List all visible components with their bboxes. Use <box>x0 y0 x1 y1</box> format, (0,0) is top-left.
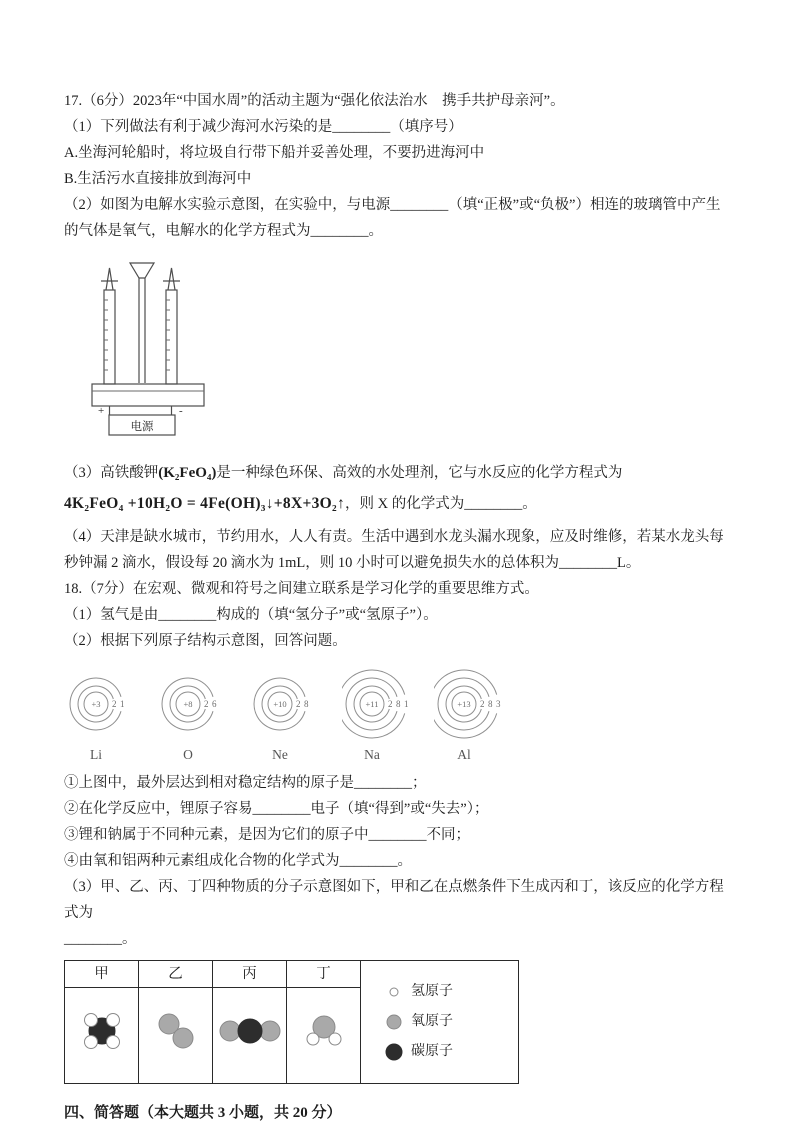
q17-equation: 4K₂FeO₄ +10H₂O = 4Fe(OH)₃↓+8X+3O₂↑ <box>64 495 345 512</box>
q18-part1: （1）氢气是由________构成的（填“氢分子”或“氢原子”）。 <box>64 607 438 623</box>
oxygen-atom-icon <box>385 1013 403 1031</box>
atom-symbol-label: Li <box>90 747 102 762</box>
legend-label-oxygen: 氧原子 <box>411 1014 453 1029</box>
mol-header-ding: 丁 <box>287 961 361 988</box>
svg-text:1: 1 <box>120 699 125 709</box>
atom-symbol-label: Na <box>364 747 380 762</box>
q17-part4: （4）天津是缺水城市，节约用水，人人有责。生活中遇到水龙头漏水现象，应及时维修，若某水龙头每秒钟漏 2 滴水，假设每 20 滴水为 1mL，则 10 小时可以避免损失水的总体积为________L。 <box>64 529 724 571</box>
q18-part2: （2）根据下列原子结构示意图，回答问题。 <box>64 633 347 649</box>
atomic-structure-diagrams <box>66 664 734 764</box>
legend-item-hydrogen <box>385 977 518 1007</box>
atom-diagram-Ne <box>250 664 324 764</box>
svg-text:8: 8 <box>304 699 309 709</box>
mol-header-jia: 甲 <box>65 961 139 988</box>
svg-text:3: 3 <box>496 699 501 709</box>
svg-text:+3: +3 <box>91 699 101 709</box>
q17-header: 17.（6分）2023年“中国水周”的活动主题为“强化依法治水 携手共护母亲河”。 <box>64 93 565 109</box>
molecule-ding-water <box>287 988 361 1084</box>
svg-text:+8: +8 <box>183 699 193 709</box>
q17-part2: （2）如图为电解水实验示意图，在实验中，与电源________（填“正极”或“负极”）相连的玻璃管中产生的气体是氧气，电解水的化学方程式为________。 <box>64 197 721 239</box>
q17-part3-intro: （3）高铁酸钾 <box>64 465 159 481</box>
legend-label-carbon: 碳原子 <box>411 1044 453 1059</box>
svg-text:2: 2 <box>388 699 393 709</box>
funnel-shape <box>130 263 154 278</box>
plus-terminal: + <box>98 405 105 417</box>
q17-option-b: B.生活污水直接排放到海河中 <box>64 171 252 187</box>
hydrogen-atom-icon <box>385 983 403 1001</box>
legend-cell <box>361 961 519 1084</box>
molecule-yi-oxygen <box>139 988 213 1084</box>
q17-part3 <box>64 460 734 486</box>
carbon-atom-icon <box>385 1043 403 1061</box>
atom-diagram-Na <box>342 664 416 764</box>
q18-part3-line2: ________。 <box>64 931 137 947</box>
power-label: 电源 <box>130 421 154 433</box>
svg-text:+10: +10 <box>273 699 287 709</box>
electrolysis-apparatus-drawing <box>70 254 230 439</box>
svg-text:+13: +13 <box>457 699 471 709</box>
q17-part3-rest: 是一种绿色环保、高效的水处理剂，它与水反应的化学方程式为 <box>216 465 623 481</box>
svg-text:2: 2 <box>112 699 117 709</box>
atom-diagram-Li <box>66 664 140 764</box>
q18-header: 18.（7分）在宏观、微观和符号之间建立联系是学习化学的重要思维方式。 <box>64 581 539 597</box>
atom-symbol-label: O <box>183 747 193 762</box>
molecule-bing-carbon-dioxide <box>213 988 287 1084</box>
molecule-table <box>64 960 519 1084</box>
q18-sub3: ③锂和钠属于不同种元素，是因为它们的原子中________不同； <box>64 827 470 843</box>
mol-header-bing: 丙 <box>213 961 287 988</box>
q17-equation-line <box>64 491 734 517</box>
minus-terminal: - <box>179 405 183 417</box>
svg-text:1: 1 <box>404 699 409 709</box>
q17-option-a: A.坐海河轮船时，将垃圾自行带下船并妥善处理，不要扔进海河中 <box>64 145 485 161</box>
svg-text:2: 2 <box>204 699 209 709</box>
svg-text:+11: +11 <box>365 699 379 709</box>
atom-diagram-Al <box>434 664 508 764</box>
left-stopcock <box>106 268 113 290</box>
water-molecule-diagram <box>289 992 359 1070</box>
electrolysis-figure <box>70 254 734 448</box>
svg-text:6: 6 <box>212 699 217 709</box>
svg-text:2: 2 <box>296 699 301 709</box>
oxygen-molecule-diagram <box>141 992 211 1070</box>
svg-text:8: 8 <box>488 699 493 709</box>
molecule-jia-methane <box>65 988 139 1084</box>
methane-molecule-diagram <box>67 992 137 1070</box>
q18-part3-line1: （3）甲、乙、丙、丁四种物质的分子示意图如下，甲和乙在点燃条件下生成丙和丁，该反应的化学方程式为 <box>64 879 724 921</box>
atom-diagram-O <box>158 664 232 764</box>
q18-sub2: ②在化学反应中，锂原子容易________电子（填“得到”或“失去”）； <box>64 801 489 817</box>
svg-text:2: 2 <box>480 699 485 709</box>
q18-sub4: ④由氧和铝两种元素组成化合物的化学式为________。 <box>64 853 412 869</box>
water-trough <box>92 384 204 406</box>
atom-symbol-label: Ne <box>272 747 288 762</box>
right-stopcock <box>168 268 175 290</box>
legend-label-hydrogen: 氢原子 <box>411 984 453 999</box>
mol-header-yi: 乙 <box>139 961 213 988</box>
q18-sub1: ①上图中，最外层达到相对稳定结构的原子是________； <box>64 775 427 791</box>
legend-item-oxygen <box>385 1007 518 1037</box>
legend-item-carbon <box>385 1037 518 1067</box>
atom-symbol-label: Al <box>457 747 471 762</box>
carbon-dioxide-molecule-diagram <box>215 992 285 1070</box>
q17-part3-formula: (K₂FeO₄) <box>158 465 217 481</box>
q17-equation-tail: ，则 X 的化学式为________。 <box>345 496 537 512</box>
svg-text:8: 8 <box>396 699 401 709</box>
section4-header: 四、简答题（本大题共 3 小题，共 20 分） <box>64 1105 342 1121</box>
q17-part1: （1）下列做法有利于减少海河水污染的是________（填序号） <box>64 119 463 135</box>
